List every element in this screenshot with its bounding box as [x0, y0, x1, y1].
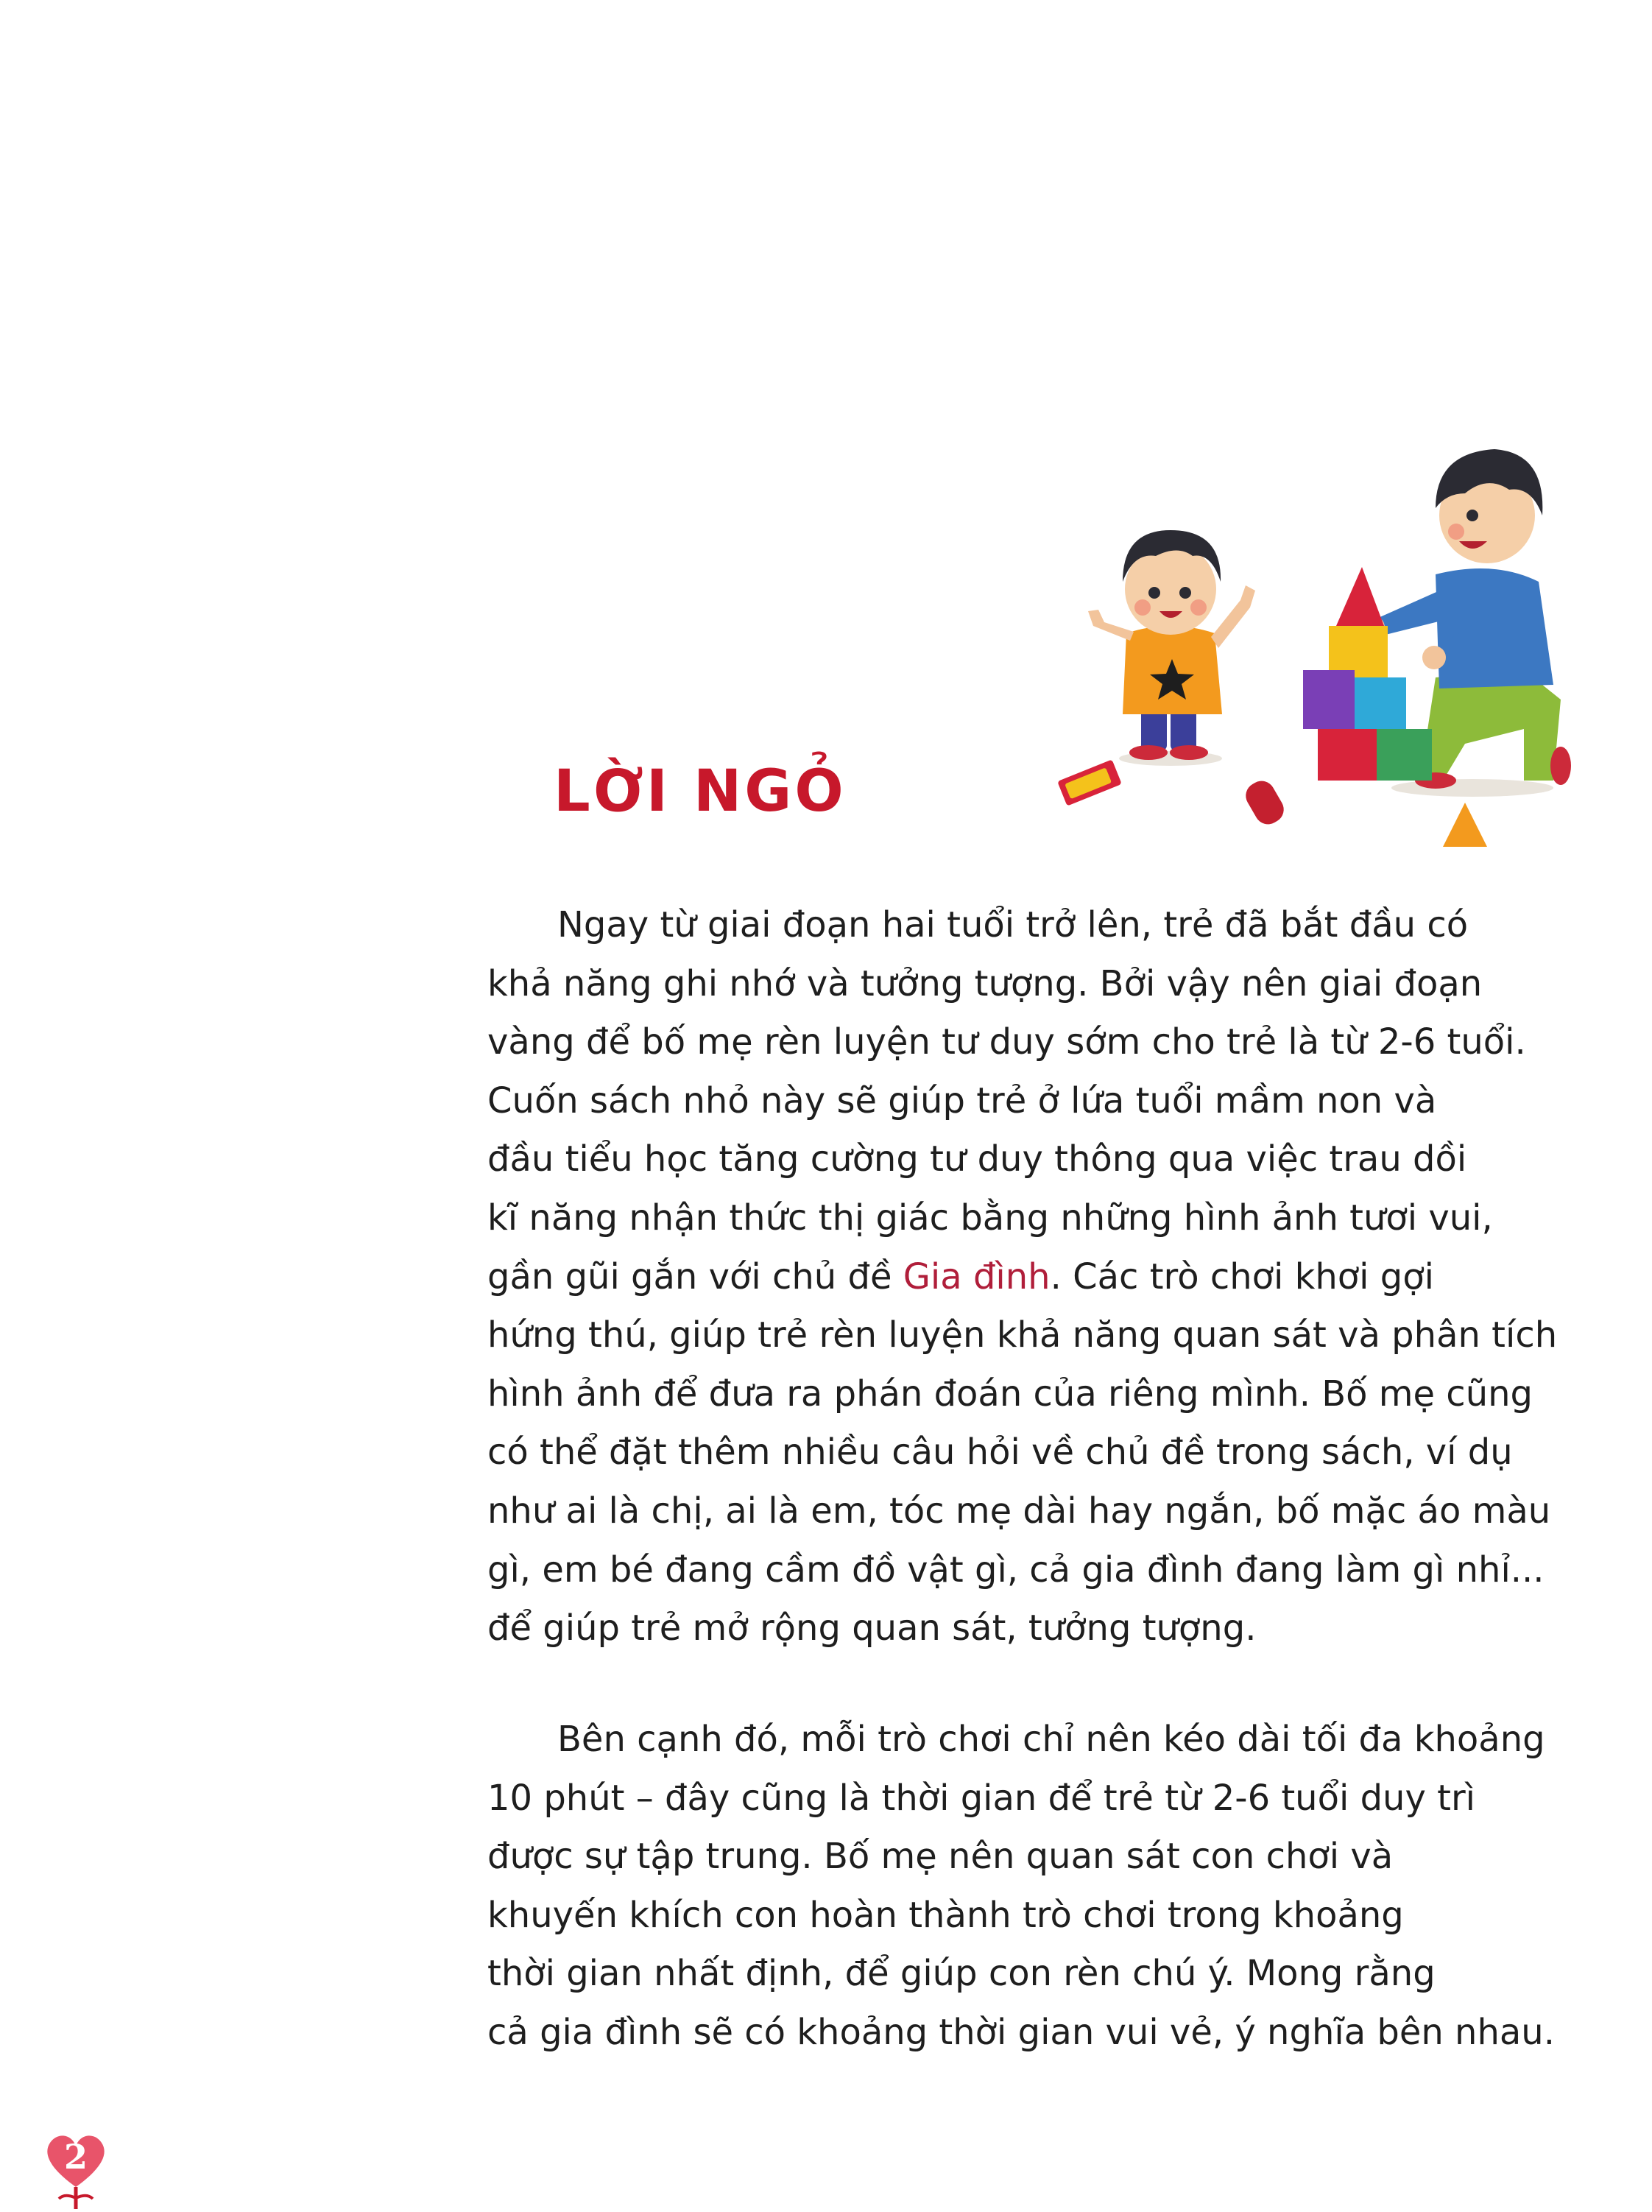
paragraph-line: Cuốn sách nhỏ này sẽ giúp trẻ ở lứa tuổi mầm non và — [487, 1079, 1437, 1121]
children-playing-blocks-illustration — [1053, 434, 1583, 862]
paragraph-line: khả năng ghi nhớ và tưởng tượng. Bởi vậy nên giai đoạn — [487, 962, 1483, 1004]
paragraph-line: gì, em bé đang cầm đồ vật gì, cả gia đình đang làm gì nhỉ... — [487, 1549, 1545, 1591]
line-text: . Các trò chơi khơi gợi — [1050, 1255, 1434, 1297]
paragraph-line: hình ảnh để đưa ra phán đoán của riêng mình. Bố mẹ cũng — [487, 1373, 1533, 1415]
paragraph-line: hứng thú, giúp trẻ rèn luyện khả năng quan sát và phân tích — [487, 1314, 1558, 1356]
paragraph-line: để giúp trẻ mở rộng quan sát, tưởng tượng. — [487, 1607, 1257, 1649]
paragraph-line: được sự tập trung. Bố mẹ nên quan sát con chơi và — [487, 1836, 1394, 1878]
paragraph-line: khuyến khích con hoàn thành trò chơi trong khoảng — [487, 1894, 1404, 1936]
intro-paragraph-1 — [487, 896, 1592, 1658]
page-title: LỜI NGỎ — [554, 758, 847, 825]
page-number-badge — [43, 2128, 116, 2209]
small-boy-figure — [1088, 530, 1255, 766]
line-text: gần gũi gắn với chủ đề — [487, 1255, 903, 1297]
highlighted-theme-word: Gia đình — [903, 1255, 1051, 1297]
paragraph-line: vàng để bố mẹ rèn luyện tư duy sớm cho trẻ là từ 2-6 tuổi. — [487, 1021, 1526, 1063]
paragraph-line: thời gian nhất định, để giúp con rèn chú ý. Mong rằng — [487, 1953, 1436, 1995]
paragraph-line — [487, 1248, 1592, 1307]
paragraph-line: 10 phút – đây cũng là thời gian để trẻ từ 2-6 tuổi duy trì — [487, 1777, 1476, 1819]
paragraph-line: Bên cạnh đó, mỗi trò chơi chỉ nên kéo dài tối đa khoảng — [557, 1719, 1545, 1760]
paragraph-line: Ngay từ giai đoạn hai tuổi trở lên, trẻ đã bắt đầu có — [557, 904, 1469, 945]
paragraph-line: kĩ năng nhận thức thị giác bằng những hình ảnh tươi vui, — [487, 1197, 1493, 1239]
paragraph-line: như ai là chị, ai là em, tóc mẹ dài hay ngắn, bố mặc áo màu — [487, 1490, 1551, 1532]
intro-paragraph-2 — [487, 1711, 1592, 2063]
paragraph-line: cả gia đình sẽ có khoảng thời gian vui vẻ, ý nghĩa bên nhau. — [487, 2011, 1555, 2053]
paragraph-line: có thể đặt thêm nhiều câu hỏi về chủ đề trong sách, ví dụ — [487, 1431, 1513, 1473]
paragraph-line: đầu tiểu học tăng cường tư duy thông qua việc trau dồi — [487, 1138, 1467, 1180]
page-number: 2 — [63, 2137, 88, 2177]
